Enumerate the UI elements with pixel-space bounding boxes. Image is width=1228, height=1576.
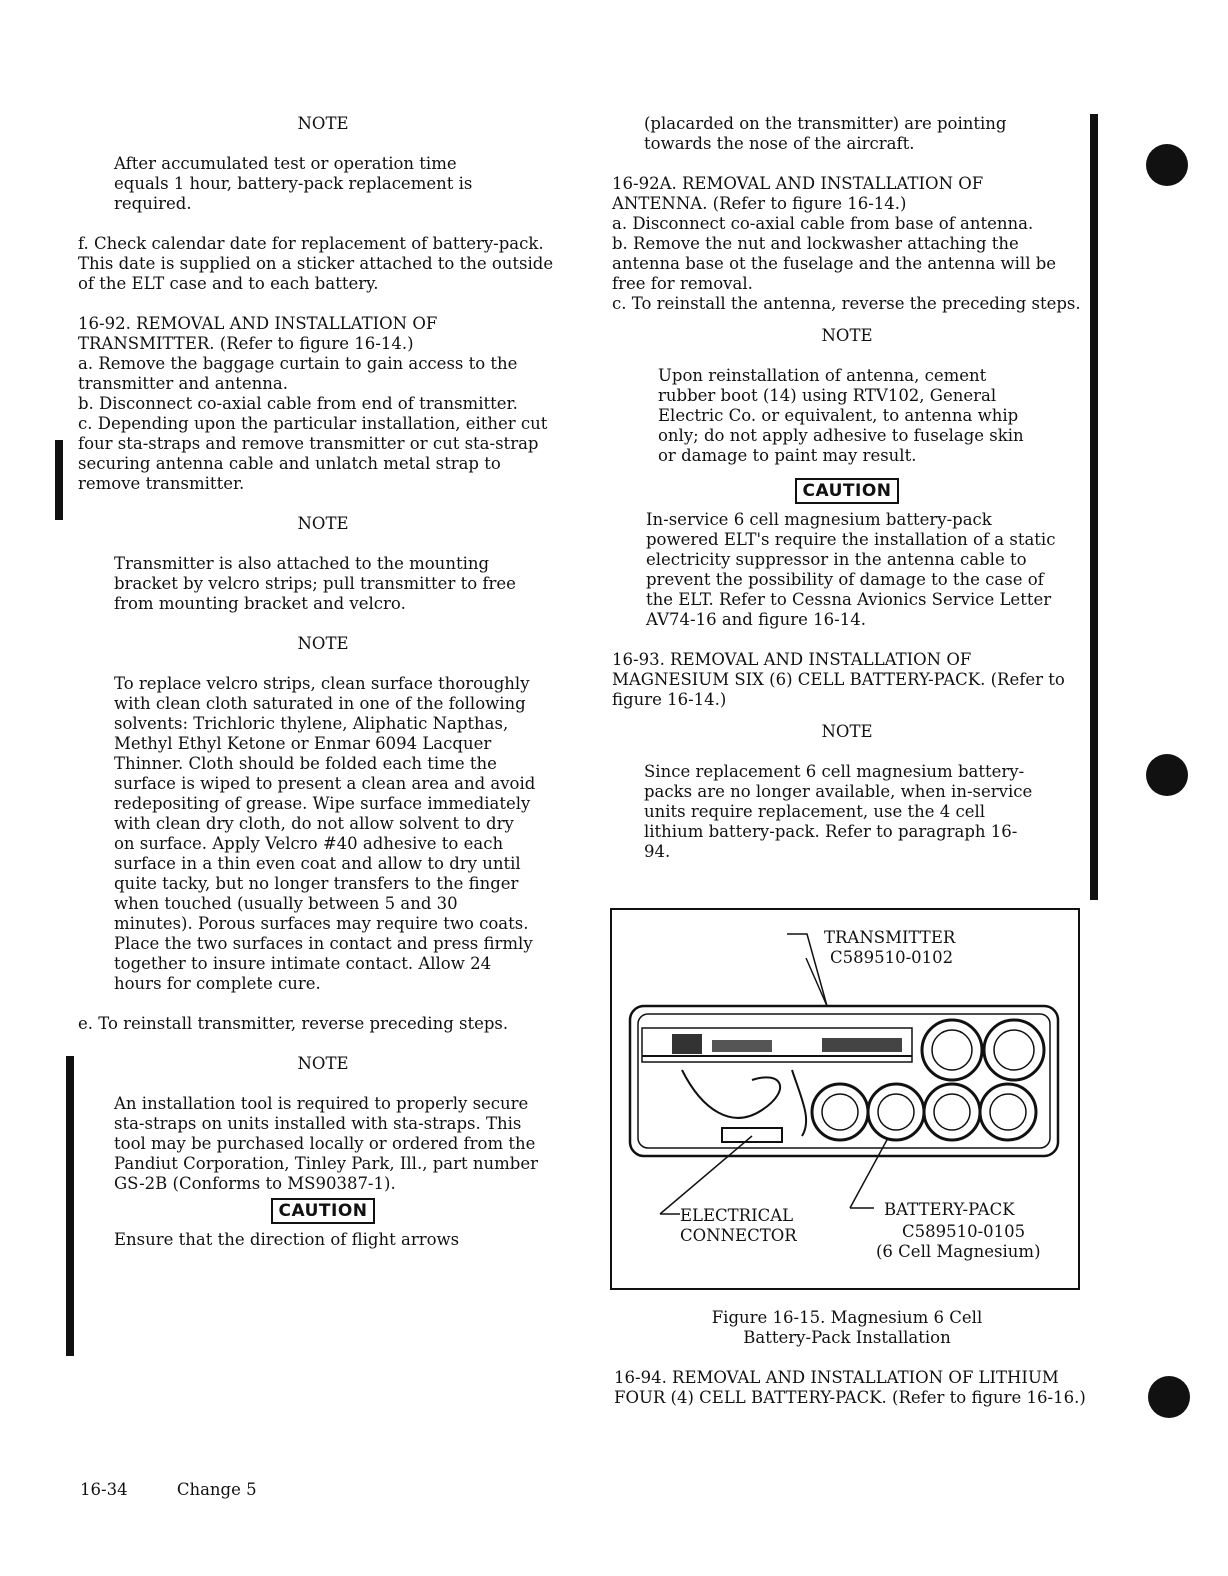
- change-bar: [55, 440, 63, 520]
- step-e: e. To reinstall transmitter, reverse preceding steps.: [78, 1014, 509, 1033]
- step-c: c. Depending upon the particular installation, either cut four sta-straps and remove transmitter or cut sta-strap securing antenna cable and unlatch metal strap to remove transmitter.: [78, 414, 548, 493]
- caution-label: CAUTION: [271, 1198, 374, 1224]
- note-heading: NOTE: [297, 114, 349, 133]
- battery-pack-label: BATTERY-PACK: [884, 1200, 1015, 1219]
- note-text: Transmitter is also attached to the mounting bracket by velcro strips; pull transmitter to free from mounting bracket and velcro.: [114, 554, 516, 613]
- battery-pack-description: (6 Cell Magnesium): [876, 1242, 1041, 1261]
- page-marker-dot: [1146, 754, 1188, 796]
- caution-label: CAUTION: [795, 478, 898, 504]
- connector-label: CONNECTOR: [680, 1226, 797, 1245]
- transmitter-label: TRANSMITTER: [824, 928, 956, 947]
- page-marker-dot: [1146, 144, 1188, 186]
- change-number: Change 5: [176, 1480, 257, 1499]
- note-heading: NOTE: [297, 514, 349, 533]
- figure-16-15: [610, 908, 1080, 1290]
- caution-text: In-service 6 cell magnesium battery-pack powered ELT's require the installation of a static electricity suppressor in the antenna cable to prevent the possibility of damage to the case of the ELT. Refer to Cessna Avionics Service Letter AV74-16 and figure 16-14.: [646, 510, 1056, 629]
- step-b: b. Disconnect co-axial cable from end of transmitter.: [78, 394, 518, 413]
- note-text: An installation tool is required to properly secure sta-straps on units installed with sta-straps. This tool may be purchased locally or ordered from the Pandiut Corporation, Tinley Park, Ill., part number GS-2B (Conforms to MS90387-1).: [114, 1094, 538, 1193]
- connector-label: ELECTRICAL: [680, 1206, 794, 1225]
- right-column: [612, 114, 1082, 862]
- note-text: Since replacement 6 cell magnesium battery-packs are no longer available, when in-service units require replacement, use the 4 cell lithium battery-pack. Refer to paragraph 16-94.: [644, 762, 1033, 861]
- note-heading: NOTE: [821, 326, 873, 345]
- step-f: f. Check calendar date for replacement of battery-pack. This date is supplied on a sticker attached to the outside of the ELT case and to each battery.: [78, 234, 554, 293]
- step-a: a. Remove the baggage curtain to gain access to the transmitter and antenna.: [78, 354, 518, 393]
- step-b: b. Remove the nut and lockwasher attaching the antenna base ot the fuselage and the antenna will be free for removal.: [612, 234, 1057, 293]
- change-bar: [66, 1056, 74, 1356]
- left-column: [78, 114, 568, 1250]
- caption-line: Figure 16-15. Magnesium 6 Cell: [711, 1308, 983, 1327]
- section-16-94-block: [614, 1368, 1094, 1408]
- change-bar: [1090, 114, 1098, 900]
- section-16-94: 16-94. REMOVAL AND INSTALLATION OF LITHIUM FOUR (4) CELL BATTERY-PACK. (Refer to figure 16-16.): [614, 1368, 1086, 1407]
- note-heading: NOTE: [297, 634, 349, 653]
- step-a: a. Disconnect co-axial cable from base of antenna.: [612, 214, 1034, 233]
- page-number: 16-34: [80, 1480, 128, 1499]
- transmitter-part-number: C589510-0102: [830, 948, 954, 967]
- page-marker-dot: [1148, 1376, 1190, 1418]
- note-text: Upon reinstallation of antenna, cement rubber boot (14) using RTV102, General Electric Co. or equivalent, to antenna whip only; do not apply adhesive to fuselage skin or damage to paint may result.: [658, 366, 1024, 465]
- caution-continued: (placarded on the transmitter) are pointing towards the nose of the aircraft.: [644, 114, 1007, 153]
- page-footer: [80, 1480, 301, 1499]
- section-16-92a: 16-92A. REMOVAL AND INSTALLATION OF ANTENNA. (Refer to figure 16-14.): [612, 174, 984, 213]
- note-heading: NOTE: [821, 722, 873, 741]
- note-heading: NOTE: [297, 1054, 349, 1073]
- section-16-93: 16-93. REMOVAL AND INSTALLATION OF MAGNESIUM SIX (6) CELL BATTERY-PACK. (Refer to figure 16-14.): [612, 650, 1065, 709]
- figure-caption: [612, 1308, 1082, 1348]
- note-text: To replace velcro strips, clean surface thoroughly with clean cloth saturated in one of the following solvents: Trichloric thylene, Aliphatic Napthas, Methyl Ethyl Ketone or Enmar 6094 Lacquer Thinner. Cloth should be folded each time the surface is wiped to present a clean area and avoid redepositing of grease. Wipe surface immediately with clean dry cloth, do not allow solvent to dry on surface. Apply Velcro #40 adhesive to each surface in a thin even coat and allow to dry until quite tacky, but no longer transfers to the finger when touched (usually between 5 and 30 minutes). Porous surfaces may require two coats. Place the two surfaces in contact and press firmly together to insure intimate contact. Allow 24 hours for complete cure.: [114, 674, 536, 993]
- caption-line: Battery-Pack Installation: [743, 1328, 951, 1347]
- step-c: c. To reinstall the antenna, reverse the preceding steps.: [612, 294, 1081, 313]
- caution-text: Ensure that the direction of flight arrows: [114, 1230, 460, 1249]
- section-16-92: 16-92. REMOVAL AND INSTALLATION OF TRANSMITTER. (Refer to figure 16-14.): [78, 314, 438, 353]
- note-text: After accumulated test or operation time equals 1 hour, battery-pack replacement is required.: [114, 154, 473, 213]
- battery-pack-part-number: C589510-0105: [902, 1222, 1026, 1241]
